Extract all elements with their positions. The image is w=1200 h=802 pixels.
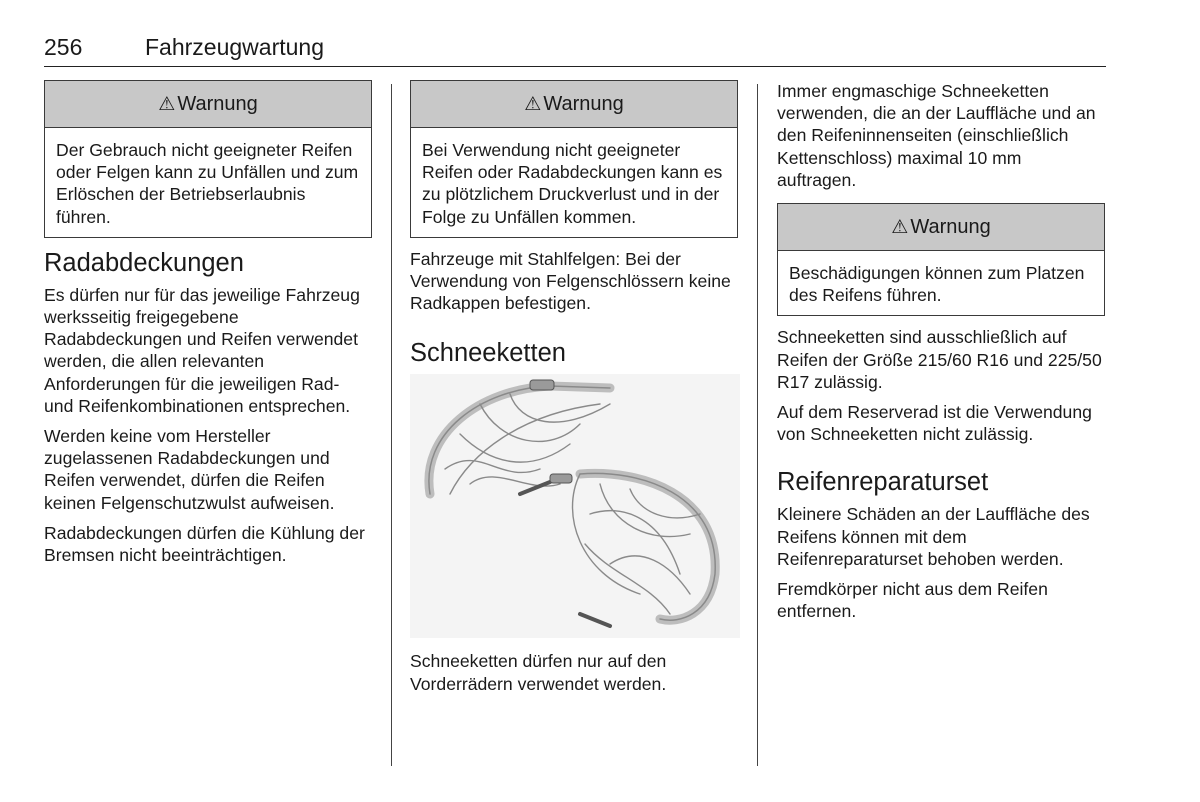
paragraph: Kleinere Schäden an der Lauffläche des Reifens können mit dem Reifenreparaturset behoben werden. bbox=[777, 504, 1090, 569]
page-header bbox=[44, 34, 1106, 67]
paragraph: Werden keine vom Hersteller zugelassenen Radabdeckungen und Reifen verwendet, dürfen die Reifen keinen Felgenschutzwulst aufweisen. bbox=[44, 426, 335, 513]
column-divider bbox=[757, 84, 758, 766]
warning-icon: ⚠ bbox=[524, 93, 542, 115]
warning-text: Bei Verwendung nicht geeigneter Reifen oder Radabdeckungen kann es zu plötzlichem Druckverlust und in der Folge zu Unfällen kommen. bbox=[422, 140, 723, 227]
warning-icon: ⚠ bbox=[158, 93, 176, 115]
warning-icon: ⚠ bbox=[891, 216, 909, 238]
snow-chains-icon bbox=[410, 374, 740, 638]
warning-box bbox=[410, 80, 738, 238]
heading-reifenreparaturset: Reifenreparaturset bbox=[777, 468, 989, 497]
column-left bbox=[44, 80, 372, 574]
paragraph: Es dürfen nur für das jeweilige Fahrzeug werksseitig freigegebene Radabdeckungen und Reifen verwendet werden, die allen relevanten Anforderungen für die jeweiligen Rad- und Reifenkombinationen entsprechen. bbox=[44, 284, 360, 416]
section-title: Fahrzeugwartung bbox=[145, 34, 324, 60]
warning-box bbox=[777, 203, 1105, 316]
column-divider bbox=[391, 84, 392, 766]
warning-text: Der Gebrauch nicht geeigneter Reifen oder Felgen kann zu Unfällen und zum Erlöschen der Betriebserlaubnis führen. bbox=[56, 140, 359, 227]
column-middle bbox=[410, 80, 738, 703]
paragraph: Schneeketten dürfen nur auf den Vorderrädern verwendet werden. bbox=[410, 651, 667, 694]
warning-header bbox=[411, 81, 737, 128]
paragraph: Auf dem Reserverad ist die Verwendung von Schneeketten nicht zulässig. bbox=[777, 402, 1092, 445]
paragraph: Schneeketten sind ausschließlich auf Reifen der Größe 215/60 R16 und 225/50 R17 zulässig. bbox=[777, 327, 1102, 392]
paragraph: Fremdkörper nicht aus dem Reifen entfernen. bbox=[777, 579, 1048, 622]
heading-schneeketten: Schneeketten bbox=[410, 339, 566, 368]
paragraph: Fahrzeuge mit Stahlfelgen: Bei der Verwendung von Felgenschlössern keine Radkappen befestigen. bbox=[410, 248, 731, 314]
paragraph: Immer engmaschige Schneeketten verwenden, die an der Lauffläche und an den Reifeninnenseiten (einschließlich Kettenschloss) maximal 10 mm auftragen. bbox=[777, 81, 1096, 190]
warning-box bbox=[44, 80, 372, 238]
snow-chains-illustration bbox=[410, 374, 740, 638]
heading-radabdeckungen: Radabdeckungen bbox=[44, 248, 244, 277]
warning-header bbox=[45, 81, 371, 128]
warning-text: Beschädigungen können zum Platzen des Reifens führen. bbox=[789, 263, 1085, 306]
column-right bbox=[777, 80, 1105, 630]
warning-title: Warnung bbox=[177, 92, 258, 115]
warning-title: Warnung bbox=[910, 215, 991, 238]
page-number: 256 bbox=[44, 34, 83, 60]
paragraph: Radabdeckungen dürfen die Kühlung der Bremsen nicht beeinträchtigen. bbox=[44, 522, 365, 566]
warning-header bbox=[778, 204, 1104, 251]
warning-title: Warnung bbox=[543, 92, 624, 115]
